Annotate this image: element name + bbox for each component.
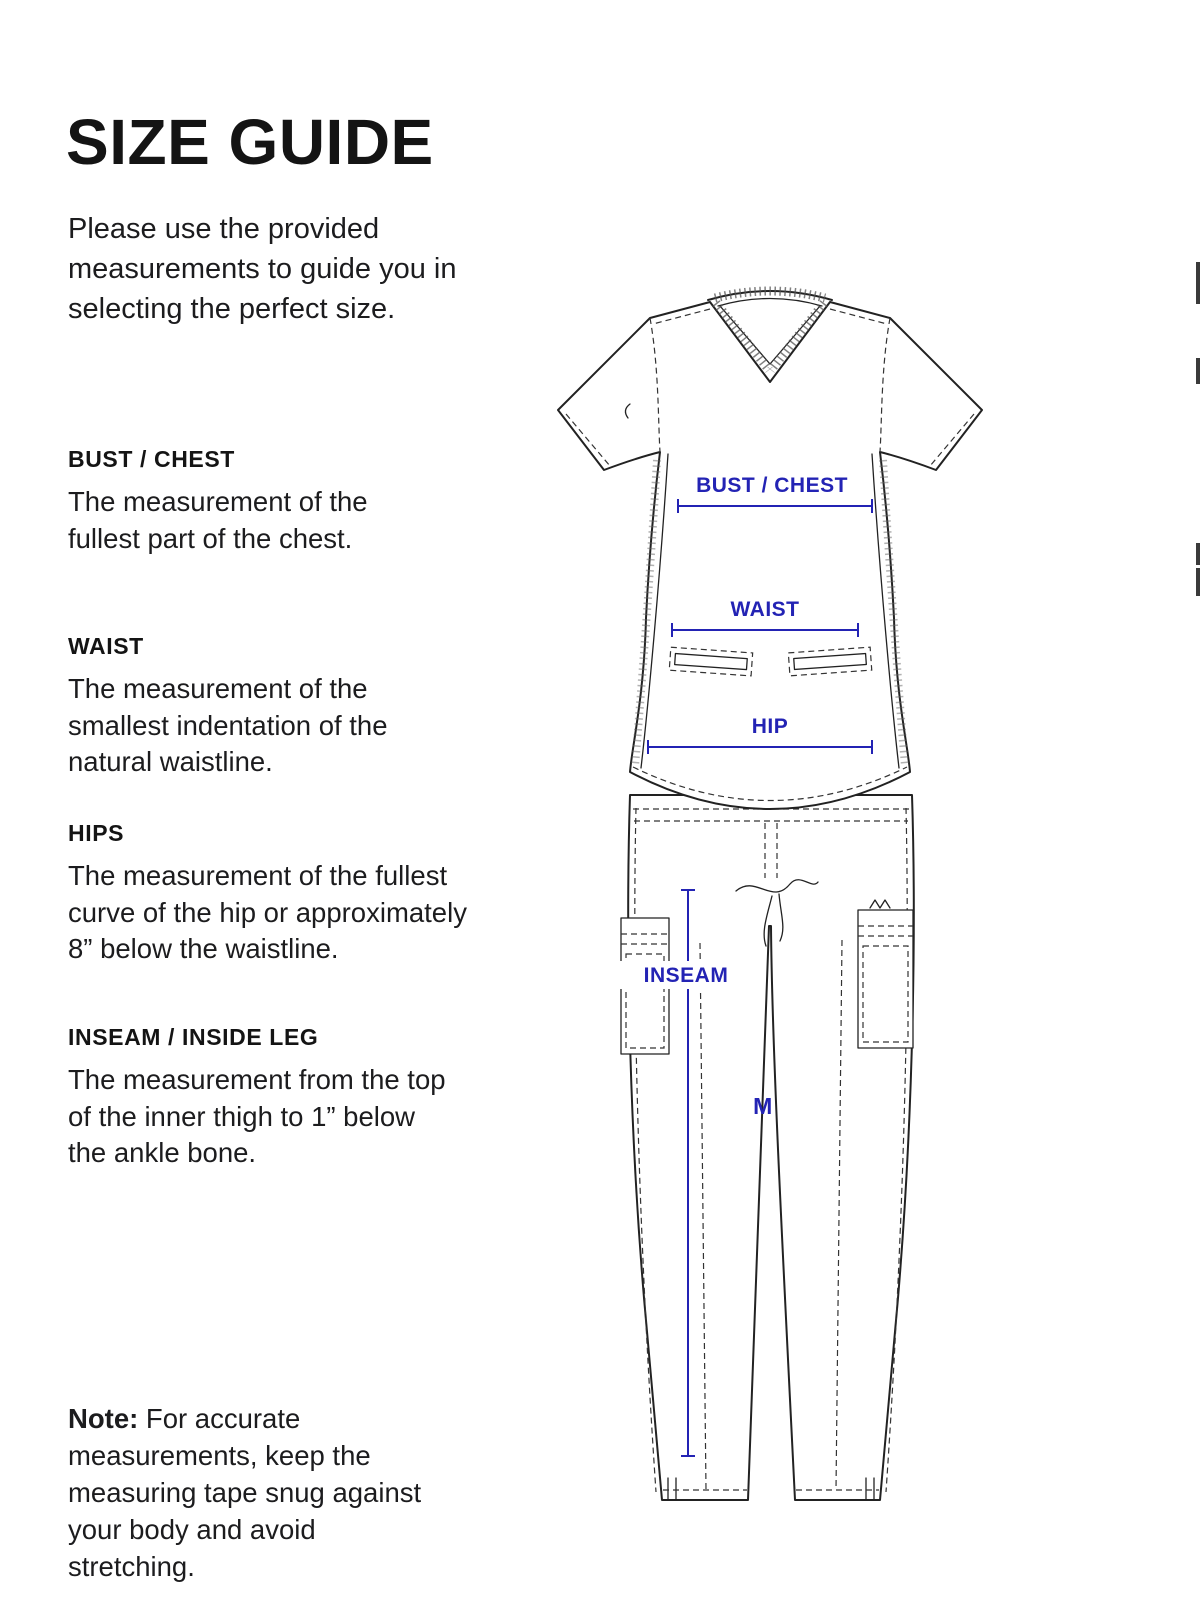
size-marker-label: M xyxy=(753,1093,773,1119)
section-body: The measurement of the fullest curve of the hip or approximately 8” below the waistline. xyxy=(68,860,467,965)
note-body: For accurate measurements, keep the measuring tape snug against your body and avoid stretching. xyxy=(68,1402,422,1582)
section-waist xyxy=(68,633,398,781)
pants-drawing xyxy=(621,795,914,1500)
section-inseam xyxy=(68,1024,448,1172)
scrubs-measurement-diagram xyxy=(520,278,1190,1528)
section-body: The measurement of the smallest indentation of the natural waistline. xyxy=(68,673,388,778)
section-heading: BUST / CHEST xyxy=(68,446,235,472)
edge-artifact xyxy=(1196,262,1200,304)
section-hips xyxy=(68,820,493,968)
section-bust-chest xyxy=(68,446,378,557)
bust-measure-label: BUST / CHEST xyxy=(696,474,848,497)
section-heading: HIPS xyxy=(68,820,125,846)
note-text xyxy=(68,1400,446,1586)
page-title: SIZE GUIDE xyxy=(66,105,434,178)
inseam-measure-label: INSEAM xyxy=(643,964,729,987)
waist-measure-label: WAIST xyxy=(730,598,800,621)
edge-artifact xyxy=(1196,358,1200,384)
intro-text: Please use the provided measurements to guide you in selecting the perfect size. xyxy=(68,213,457,326)
section-body: The measurement from the top of the inner thigh to 1” below the ankle bone. xyxy=(68,1064,446,1169)
section-body: The measurement of the fullest part of the chest. xyxy=(68,486,368,554)
edge-artifact xyxy=(1196,568,1200,596)
hip-measure-label: HIP xyxy=(751,715,789,738)
edge-artifact xyxy=(1196,543,1200,565)
section-heading: INSEAM / INSIDE LEG xyxy=(68,1024,319,1050)
right-cargo-pocket xyxy=(858,900,913,1048)
note-label: Note: xyxy=(68,1402,139,1434)
pocket-body xyxy=(858,910,913,1048)
section-heading: WAIST xyxy=(68,633,144,659)
